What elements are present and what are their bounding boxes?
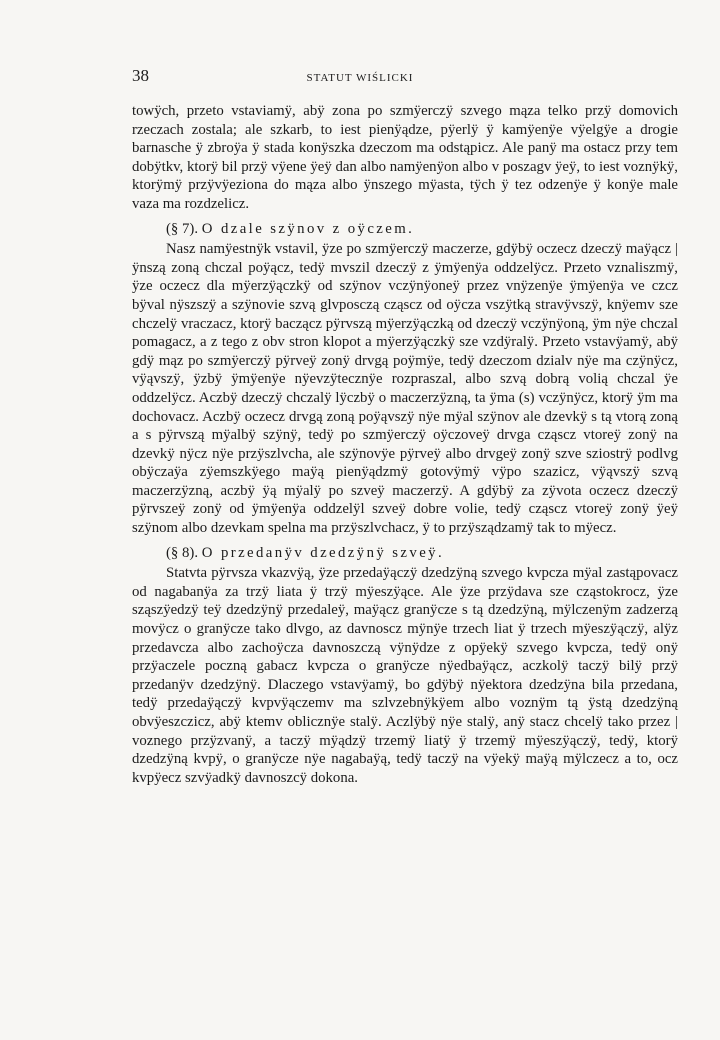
- section-heading-8: [166, 544, 678, 563]
- page-body: [132, 102, 678, 787]
- paragraph: Nasz namÿestnÿk vstavil, ÿze po szmÿerczÿ maczerze, gdÿbÿ oczecz dzeczÿ maÿącz | ÿnszą zoną chczal poÿącz, tedÿ mvszil dzeczÿ z ÿmÿenÿa oddzelÿcz. Przeto vznaliszmÿ, ÿze oczecz dla mÿerzÿączkÿ od szÿnov vczÿnÿoneÿ przez vnÿzenÿe ÿmÿenÿa ve czcz bÿval nÿszszÿ a szÿnovie szvą glvposczą cząscz od oÿcza vszÿtką stravÿvszÿ, knÿemv sze chczelÿ vraczacz, ktorÿ baczącz pÿrvszą mÿerzÿączką od dzeczÿ vczÿnÿoną, ÿm nÿe chczal pomagacz, a z tego z obv stron klopot a mÿerzÿączkÿ sze vzdÿralÿ. Przeto vstavÿamÿ, abÿ gdÿ mąz po szmÿerczÿ pÿrveÿ zonÿ drvgą poÿmÿe, tedÿ dzeczom dzialv nÿe ma czÿnÿcz, vÿąvszÿ, ÿzbÿ ÿmÿenÿe nÿevzÿtecznÿe rozpraszal, albo szvą dobrą volią chczal ÿe oddzelÿcz. Aczbÿ dzeczÿ chczalÿ lÿczbÿ o maczerzÿzną, ta ÿma (s) vczÿnÿcz, ktorÿ ÿm ma dochovacz. Aczbÿ oczecz drvgą zoną poÿąvszÿ nÿe mÿal szÿnov ale dzevkÿ s tą vtorą zoną a s pÿrvszą mÿalbÿ szÿnÿ, tedÿ po szmÿerczÿ oÿczoveÿ drvga cząscz vtoreÿ zonÿ na dzevkÿ nÿcz nÿe przÿszlvcha, ale szÿnovÿe pÿrveÿ albo drvgeÿ zonÿ szve sziostrÿ podlvg obÿczaÿa zÿemszkÿego maÿą pienÿądzmÿ gotovÿmÿ vÿpo szazicz, vÿąvszÿ szvą maczerzÿzną, aczbÿ ÿą mÿalÿ po szveÿ maczerzÿ. A gdÿbÿ za zÿvota oczecz dzeczÿ pÿrvszeÿ zonÿ od ÿmÿenÿa oddzelÿl szveÿ dobre volie, tedÿ cząscz vtoreÿ zonÿ ÿeÿ szÿnom albo dzevkam spelna ma przÿszlvchacz, ÿ to przÿsządzamÿ tak to mÿecz.: [132, 241, 678, 537]
- section-number: (§ 7).: [166, 220, 199, 237]
- section-number: (§ 8).: [166, 544, 199, 561]
- page-header: [132, 66, 588, 90]
- section-title: O dzale szÿnov z oÿczem.: [201, 220, 415, 237]
- section-title: O przedanÿv dzedzÿnÿ szveÿ.: [201, 544, 445, 561]
- paragraph: Statvta pÿrvsza vkazvÿą, ÿze przedaÿączÿ dzedzÿną szvego kvpcza mÿal zastąpovacz od nagabanÿa za trzÿ liata ÿ trzÿ mÿeszÿące. Ale ÿze przÿdava sze cząstokrocz, ÿze sząszÿedzÿ teÿ dzedzÿnÿ przedaleÿ, maÿącz granÿcze s tą dzedzÿną, mÿlczenÿm zadzerzą movÿcz o granÿcze tako dlvgo, az davnoscz mÿnÿe trzech liat ÿ trzech mÿeszÿączÿ, alÿz przedavcza albo zachoÿcza davnoszczą vÿnÿdze z opÿekÿ szvego kvpcza, tedÿ onÿ przÿaczele poczną gabacz kvpcza o granÿcze nÿedbaÿącz, aczkolÿ taczÿ bilÿ przÿ przedanÿv dzedzÿnÿ. Dlaczego vstavÿamÿ, bo gdÿbÿ nÿektora dzedzÿna bila przedana, tedÿ przedaÿączÿ kvpvÿączemv ma szlvzebnÿkÿem albo voznÿm tą ÿstą dzedzÿną obvÿeszczicz, abÿ ktemv oblicznÿe stalÿ. Aczlÿbÿ nÿe stalÿ, anÿ stacz chcelÿ tako przez | voznego przÿzvanÿ, a taczÿ mÿądzÿ trzemÿ liatÿ ÿ trzemÿ mÿeszÿączÿ, tedÿ, ktorÿ dzedzÿną kvpÿ, o granÿcze nÿe nagabaÿą, tedÿ taczÿ na vÿekÿ maÿą mÿlczecz a to, ocz kvpÿecz szvÿadkÿ davnoszcÿ dokona.: [132, 565, 678, 786]
- section-heading-7: [166, 220, 678, 239]
- paragraph: towÿch, przeto vstaviamÿ, abÿ zona po szmÿerczÿ szvego mąza telko przÿ domovich rzeczach zostala; ale szkarb, to iest pienÿądze, pÿerlÿ ÿ kamÿenÿe vÿelgÿe a drogie barnasche ÿ zbroÿa ÿ stada konÿszka dzeczom ma odstąpicz. Ale panÿ ma ostacz przy tem dobÿtkv, ktorÿ bil przÿ vÿene ÿeÿ dan albo namÿenÿon albo v poszagv ÿeÿ, to iest voznÿkÿ, ktorÿmÿ przÿvÿeziona do mąza albo ÿnszego mÿasta, tÿch ÿ tez odzenÿe ÿ konÿe male vaza ma rozdzelicz.: [132, 103, 678, 212]
- running-title: STATUT WIŚLICKI: [306, 72, 414, 84]
- page-number: 38: [132, 66, 149, 85]
